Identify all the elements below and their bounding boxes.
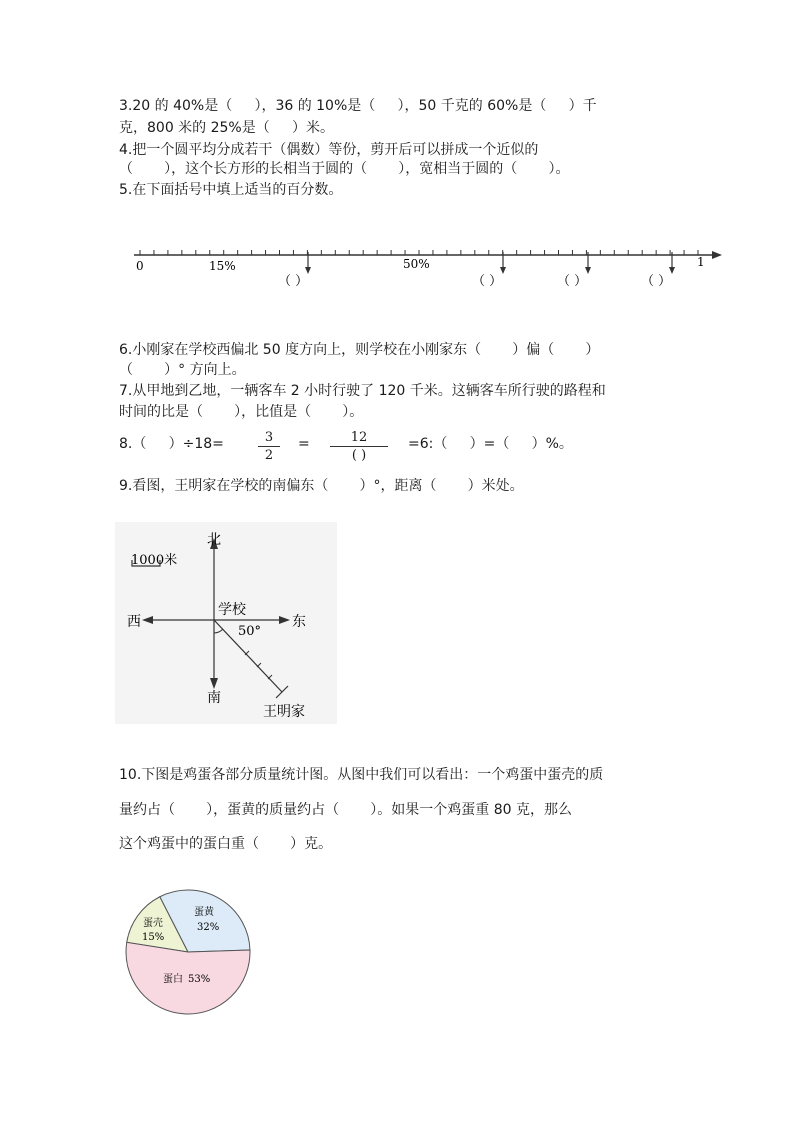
pie-slices — [126, 890, 250, 1014]
slice-value-white: 53% — [188, 974, 211, 985]
label-1: 1 — [697, 255, 705, 269]
label-50-percent: 50% — [403, 257, 430, 271]
slice-label-white: 蛋白 — [163, 974, 183, 985]
q6-line2: （ ）° 方向上。 — [119, 362, 246, 378]
q7-line1: 7.从甲地到乙地，一辆客车 2 小时行驶了 120 千米。这辆客车所行驶的路程和 — [119, 383, 606, 399]
fraction-2 — [330, 430, 388, 463]
fraction-2-numerator: 12 — [350, 430, 368, 445]
q10-line1: 10.下图是鸡蛋各部分质量统计图。从图中我们可以看出：一个鸡蛋中蛋壳的质 — [119, 767, 604, 783]
blank-4: （ ） — [641, 274, 672, 289]
q7-line2: 时间的比是（ ），比值是（ ）。 — [119, 404, 364, 420]
arrow-1-head — [305, 267, 311, 274]
west-label: 西 — [127, 614, 141, 630]
blank-3: （ ） — [557, 274, 588, 289]
number-line-arrowhead — [712, 251, 722, 259]
q6-line1: 6.小刚家在学校西偏北 50 度方向上，则学校在小刚家东（ ）偏（ ） — [119, 342, 600, 358]
q3-line2: 克，800 米的 25%是（ ）米。 — [119, 120, 334, 136]
number-line-figure — [0, 230, 794, 300]
blank-1: （ ） — [278, 274, 309, 289]
fraction-1 — [258, 430, 280, 463]
q9-line1: 9.看图，王明家在学校的南偏东（ ）°，距离（ ）米处。 — [119, 478, 524, 494]
east-label: 东 — [292, 614, 306, 630]
q4-line2: （ ），这个长方形的长相当于圆的（ ），宽相当于圆的（ ）。 — [119, 161, 570, 177]
north-label: 北 — [207, 532, 221, 548]
number-line-ticks — [140, 250, 698, 255]
arrow-3-head — [585, 267, 591, 274]
q8-equals: = — [298, 436, 310, 452]
label-15-percent: 15% — [209, 259, 236, 273]
q3-line1: 3.20 的 40%是（ ），36 的 10%是（ ），50 千克的 60%是（ ）千 — [119, 98, 597, 114]
angle-label: 50° — [238, 624, 262, 639]
slice-value-yolk: 32% — [197, 922, 220, 933]
home-label: 王明家 — [263, 704, 305, 720]
slice-label-shell: 蛋壳 — [143, 918, 163, 929]
label-0: 0 — [136, 259, 144, 273]
q10-line3: 这个鸡蛋中的蛋白重（ ）克。 — [119, 836, 333, 852]
slice-label-yolk: 蛋黄 — [194, 907, 214, 918]
q4-line1: 4.把一个圆平均分成若干（偶数）等份，剪开后可以拼成一个近似的 — [119, 142, 539, 158]
school-label: 学校 — [218, 602, 246, 618]
q5-line1: 5.在下面括号中填上适当的百分数。 — [119, 182, 343, 198]
arrow-2-head — [500, 267, 506, 274]
fraction-2-denominator: ( ) — [351, 448, 367, 463]
blank-2: （ ） — [472, 274, 503, 289]
fraction-2-bar — [330, 446, 388, 447]
q8-start: 8.（ ）÷18= — [119, 436, 224, 452]
q8-end: =6:（ ）=（ ）%。 — [408, 436, 573, 452]
direction-map — [110, 522, 340, 727]
slice-value-shell: 15% — [142, 932, 165, 943]
fraction-1-numerator: 3 — [264, 430, 274, 445]
south-label: 南 — [207, 690, 221, 706]
fraction-1-bar — [258, 446, 280, 447]
arrow-4-head — [669, 267, 675, 274]
q10-line2: 量约占（ ），蛋黄的质量约占（ ）。如果一个鸡蛋重 80 克，那么 — [119, 802, 573, 818]
scale-label: 1000米 — [131, 553, 178, 568]
egg-pie-chart — [118, 884, 258, 1019]
fraction-1-denominator: 2 — [264, 448, 274, 463]
